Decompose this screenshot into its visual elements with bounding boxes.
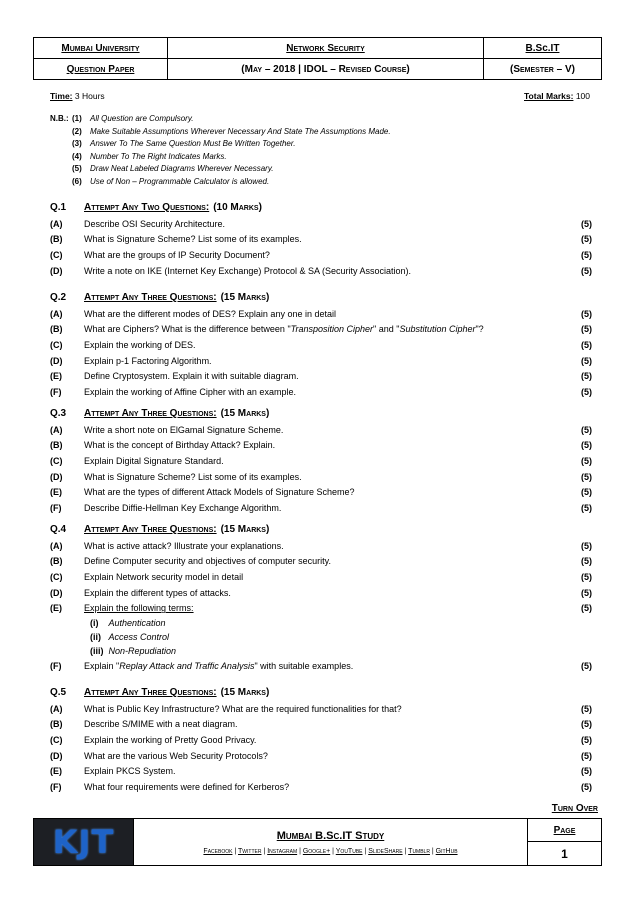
question-text-content: Explain the working of Pretty Good Privacy. (84, 734, 257, 745)
footer-link-twitter[interactable]: Twitter (238, 847, 262, 855)
question-key: (D) (50, 750, 63, 761)
question-text-part: Explain " (84, 660, 120, 671)
section-heading (50, 520, 592, 538)
question-key: (A) (50, 308, 63, 319)
sub-item (50, 630, 592, 644)
question-key: (E) (50, 371, 62, 382)
nb-label (50, 127, 72, 140)
question-item (50, 600, 592, 616)
question-item (50, 353, 592, 369)
question-item (50, 263, 592, 279)
marks-value: 100 (575, 91, 590, 101)
question-text-content: Describe OSI Security Architecture. (84, 218, 226, 229)
question-text-part: What are Ciphers? What is the difference between " (84, 324, 291, 335)
sub-key: (i) (90, 617, 99, 628)
marks-info (524, 91, 590, 101)
question-key: (D) (50, 587, 63, 598)
sub-text: Authentication (108, 617, 166, 628)
question-key: (C) (50, 734, 63, 745)
question-key: (F) (50, 502, 62, 513)
sub-item (50, 644, 592, 658)
question-marks: (5) (581, 455, 592, 466)
question-marks: (5) (581, 556, 592, 567)
nb-text: Draw Neat Labeled Diagrams Wherever Necessary. (90, 164, 274, 173)
question-text-content: Explain PKCS System. (84, 766, 176, 777)
question-key: (A) (50, 218, 63, 229)
question-text (84, 356, 572, 366)
link-separator: | (429, 847, 436, 855)
question-marks: (5) (581, 781, 592, 792)
question-text-content: Explain the following terms: (84, 603, 194, 614)
question-key: (E) (50, 603, 62, 614)
nb-text: Use of Non – Programmable Calculator is allowed. (90, 176, 270, 186)
question-text (84, 782, 572, 792)
question-text-content: What is the concept of Birthday Attack? Explain. (84, 440, 276, 451)
question-text (84, 556, 572, 566)
question-text-content: What is active attack? Illustrate your explanations. (84, 540, 284, 551)
question-item (50, 732, 592, 748)
question-key: (F) (50, 660, 62, 671)
question-key: (E) (50, 766, 62, 777)
link-separator: | (330, 847, 336, 855)
question-text (84, 603, 572, 613)
nb-label (50, 152, 72, 165)
nb-label: N.B.: (50, 114, 69, 123)
question-text (84, 309, 572, 319)
question-text-part: Substitution Cipher (399, 324, 476, 335)
question-text-content: Explain the working of Affine Cipher with an example. (84, 386, 296, 397)
question-number: Q.3 (50, 407, 67, 419)
question-text-content: What is Signature Scheme? List some of its examples. (84, 234, 302, 245)
footer-link-google[interactable]: Google+ (302, 847, 331, 855)
question-marks: (5) (581, 371, 592, 382)
question-text-content: What four requirements were defined for Kerberos? (84, 781, 290, 792)
question-text-content: What are the types of different Attack Models of Signature Scheme? (84, 487, 355, 498)
question-item (50, 500, 592, 516)
question-text-content: Write a note on IKE (Internet Key Exchange) Protocol & SA (Security Association). (84, 265, 411, 276)
section-marks: (10 Marks) (213, 201, 262, 213)
section-heading (50, 683, 592, 701)
nb-number: (2) (72, 126, 82, 136)
nb-item (50, 127, 391, 140)
question-marks: (5) (581, 440, 592, 451)
question-item (50, 484, 592, 500)
question-item (50, 453, 592, 469)
question-key: (B) (50, 719, 63, 730)
question-marks: (5) (581, 339, 592, 350)
question-item (50, 538, 592, 554)
link-separator: | (297, 847, 303, 855)
page-footer (33, 818, 602, 866)
question-text (84, 487, 572, 497)
question-item (50, 717, 592, 733)
nb-number: (1) (72, 114, 82, 123)
section-heading (50, 288, 592, 306)
question-item (50, 384, 592, 400)
question-item (50, 585, 592, 601)
nb-text: Number To The Right Indicates Marks. (90, 151, 227, 161)
question-text (84, 766, 572, 776)
nb-number: (3) (72, 139, 82, 148)
question-section (50, 520, 592, 674)
question-marks: (5) (581, 265, 592, 276)
nb-number: (6) (72, 176, 82, 186)
question-marks: (5) (581, 587, 592, 598)
nb-text: All Question are Compulsory. (90, 114, 194, 123)
question-item (50, 569, 592, 585)
nb-label (50, 139, 72, 152)
question-text (84, 250, 572, 260)
question-marks: (5) (581, 218, 592, 229)
marks-label: Total Marks: (524, 91, 574, 101)
question-key: (B) (50, 440, 63, 451)
question-text (84, 472, 572, 482)
question-marks: (5) (581, 471, 592, 482)
question-marks: (5) (581, 719, 592, 730)
question-text-part: " and " (373, 324, 400, 335)
link-separator: | (232, 847, 239, 855)
question-marks: (5) (581, 324, 592, 335)
question-item (50, 422, 592, 438)
question-key: (A) (50, 540, 63, 551)
question-key: (B) (50, 556, 63, 567)
logo-text: KJT (52, 823, 115, 861)
question-marks: (5) (581, 660, 592, 671)
question-section (50, 288, 592, 400)
question-text-part: Replay Attack and Traffic Analysis (119, 660, 255, 671)
footer-link-youtube[interactable]: YouTube (335, 847, 363, 855)
paper-type: Question Paper (34, 59, 168, 79)
page-label: Page (528, 819, 601, 842)
question-text-content: Explain the working of DES. (84, 339, 196, 350)
question-text (84, 541, 572, 551)
question-marks: (5) (581, 308, 592, 319)
question-marks: (5) (581, 734, 592, 745)
question-marks: (5) (581, 750, 592, 761)
question-item (50, 368, 592, 384)
nb-item (50, 139, 391, 152)
question-text-part: Transposition Cipher (290, 324, 374, 335)
sub-text: Access Control (108, 631, 170, 642)
question-section (50, 404, 592, 516)
question-number: Q.4 (50, 523, 67, 535)
footer-link-instagram[interactable]: Instagram (267, 847, 298, 855)
section-title: Attempt Any Three Questions: (84, 407, 217, 419)
question-key: (F) (50, 386, 62, 397)
question-text-content: What is Public Key Infrastructure? What are the required functionalities for that? (84, 703, 402, 714)
question-item (50, 247, 592, 263)
question-text-content: What are the various Web Security Protocols? (84, 750, 268, 761)
question-key: (B) (50, 324, 63, 335)
link-separator: | (402, 847, 409, 855)
page-header (33, 37, 602, 80)
question-number: Q.2 (50, 291, 67, 303)
question-number: Q.5 (50, 686, 67, 698)
question-item (50, 701, 592, 717)
question-item (50, 658, 592, 674)
question-key: (D) (50, 355, 63, 366)
time-value: 3 Hours (74, 91, 105, 101)
nb-item (50, 164, 391, 177)
nb-item (50, 177, 391, 190)
instructions (50, 114, 391, 189)
question-marks: (5) (581, 249, 592, 260)
sub-key: (iii) (90, 645, 104, 656)
page-number: 1 (561, 846, 568, 861)
nb-item (50, 152, 391, 165)
semester: (Semester – V) (483, 59, 601, 79)
question-text-content: Describe S/MIME with a neat diagram. (84, 719, 238, 730)
question-key: (A) (50, 703, 63, 714)
question-text (84, 588, 572, 598)
question-key: (A) (50, 424, 63, 435)
section-title: Attempt Any Three Questions: (84, 523, 217, 535)
question-text (84, 719, 572, 729)
question-text (84, 425, 572, 435)
footer-center (134, 819, 528, 865)
footer-title: Mumbai B.Sc.IT Study (276, 829, 385, 842)
question-item (50, 306, 592, 322)
question-marks: (5) (581, 703, 592, 714)
section-marks: (15 Marks) (220, 523, 270, 535)
footer-link-slideshare[interactable]: SlideShare (368, 847, 403, 855)
turn-over: Turn Over (551, 803, 598, 814)
subject-name: Network Security (168, 38, 483, 59)
question-item (50, 337, 592, 353)
section-heading (50, 404, 592, 422)
nb-label (50, 177, 72, 190)
footer-link-facebook[interactable]: Facebook (203, 847, 233, 855)
question-text-part: " with suitable examples. (254, 660, 354, 671)
footer-link-github[interactable]: GitHub (435, 847, 458, 855)
question-item (50, 748, 592, 764)
kjt-logo (34, 819, 134, 865)
question-item (50, 554, 592, 570)
question-text-content: Explain the different types of attacks. (84, 587, 231, 598)
question-marks: (5) (581, 766, 592, 777)
question-key: (F) (50, 781, 62, 792)
question-text (84, 704, 572, 714)
question-text (84, 387, 572, 397)
question-key: (C) (50, 339, 63, 350)
question-marks: (5) (581, 234, 592, 245)
section-marks: (15 Marks) (220, 686, 270, 698)
nb-number: (5) (72, 164, 82, 173)
course-name: B.Sc.IT (483, 38, 601, 59)
question-text-content: Explain Network security model in detail (84, 571, 244, 582)
question-item (50, 779, 592, 795)
question-text (84, 340, 572, 350)
question-text (84, 440, 572, 450)
footer-link-tumblr[interactable]: Tumblr (408, 847, 430, 855)
question-marks: (5) (581, 603, 592, 614)
question-item (50, 216, 592, 232)
question-marks: (5) (581, 386, 592, 397)
question-text (84, 735, 572, 745)
time-info (50, 91, 105, 101)
question-text-content: Write a short note on ElGamal Signature Scheme. (84, 424, 284, 435)
sub-item (50, 616, 592, 630)
nb-text: Make Suitable Assumptions Wherever Necessary And State The Assumptions Made. (90, 126, 391, 136)
exam-session: (May – 2018 | IDOL – Revised Course) (241, 63, 410, 75)
question-text-content: What is Signature Scheme? List some of its examples. (84, 471, 302, 482)
nb-label (50, 164, 72, 177)
section-heading (50, 198, 592, 216)
question-text-content: Define Cryptosystem. Explain it with suitable diagram. (84, 371, 299, 382)
question-text (84, 572, 572, 582)
question-text (84, 324, 572, 334)
question-marks: (5) (581, 487, 592, 498)
question-text (84, 371, 572, 381)
question-text-content: What are the different modes of DES? Explain any one in detail (84, 308, 336, 319)
question-marks: (5) (581, 355, 592, 366)
question-text (84, 661, 572, 671)
question-key: (C) (50, 571, 63, 582)
question-marks: (5) (581, 424, 592, 435)
section-title: Attempt Any Three Questions: (84, 686, 217, 698)
question-item (50, 469, 592, 485)
question-text-part: "? (475, 324, 484, 335)
question-text (84, 456, 572, 466)
question-text-content: Define Computer security and objectives of computer security. (84, 556, 331, 567)
nb-item (50, 114, 391, 127)
question-item (50, 763, 592, 779)
section-marks: (15 Marks) (220, 407, 270, 419)
question-key: (D) (50, 265, 63, 276)
question-marks: (5) (581, 571, 592, 582)
question-text (84, 219, 572, 229)
question-text-content: What are the groups of IP Security Document? (84, 249, 270, 260)
question-key: (E) (50, 487, 62, 498)
sub-key: (ii) (90, 631, 101, 642)
nb-number: (4) (72, 151, 82, 161)
question-text (84, 751, 572, 761)
question-section (50, 198, 592, 278)
question-text-content: Explain p-1 Factoring Algorithm. (84, 355, 212, 366)
question-number: Q.1 (50, 201, 67, 213)
question-text (84, 234, 572, 244)
sub-text: Non-Repudiation (108, 645, 177, 656)
section-title: Attempt Any Three Questions: (84, 291, 217, 303)
section-marks: (15 Marks) (220, 291, 270, 303)
university-name: Mumbai University (34, 38, 168, 59)
section-title: Attempt Any Two Questions: (84, 201, 210, 213)
time-label: Time: (50, 91, 73, 101)
question-item (50, 322, 592, 338)
link-separator: | (261, 847, 268, 855)
nb-text: Answer To The Same Question Must Be Written Together. (90, 139, 296, 148)
question-text-content: Describe Diffie-Hellman Key Exchange Algorithm. (84, 502, 282, 513)
question-text (84, 266, 572, 276)
question-marks: (5) (581, 540, 592, 551)
question-key: (D) (50, 471, 63, 482)
question-marks: (5) (581, 502, 592, 513)
social-links (203, 848, 457, 855)
question-text (84, 503, 572, 513)
question-text-content: Explain Digital Signature Standard. (84, 455, 224, 466)
page-box (528, 819, 601, 865)
question-item (50, 438, 592, 454)
question-key: (B) (50, 234, 63, 245)
link-separator: | (362, 847, 369, 855)
question-item (50, 232, 592, 248)
question-key: (C) (50, 455, 63, 466)
question-key: (C) (50, 249, 63, 260)
question-section (50, 683, 592, 795)
